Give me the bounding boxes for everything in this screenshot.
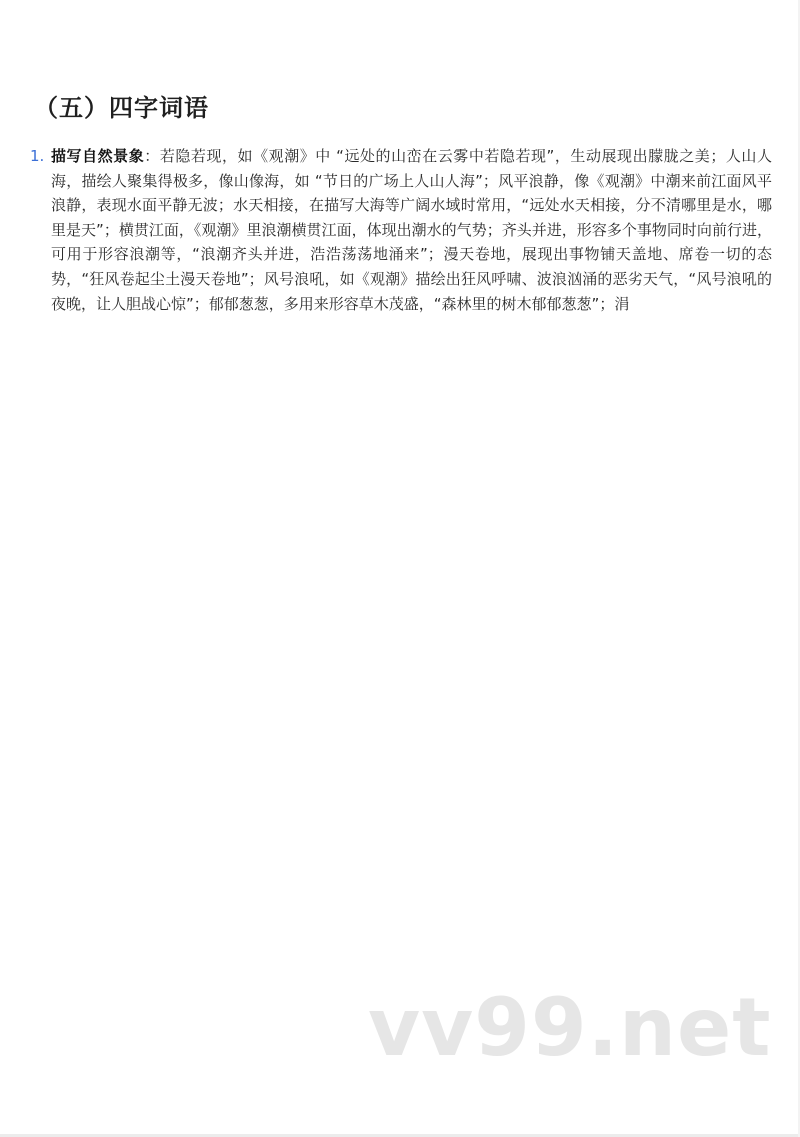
item-number: 1. [30,147,45,165]
watermark: vv99.net [368,981,772,1074]
item-separator: ： [144,147,160,165]
section-heading: （五）四字词语 [34,94,209,122]
word-list [30,144,772,316]
item-title: 描写自然景象 [51,147,145,165]
item-body: 若隐若现，如《观潮》中 “远处的山峦在云雾中若隐若现”，生动展现出朦胧之美；人山人海，描绘人聚集得极多，像山像海，如 “节日的广场上人山人海”；风平浪静，像《观潮》中潮来前江面风平浪静，表现水面平静无波；水天相接，在描写大海等广阔水域时常用，“远处水天相接，分不清哪里是水，哪里是天”；横贯江面，《观潮》里浪潮横贯江面，体现出潮水的气势；齐头并进，形容多个事物同时向前行进，可用于形容浪潮等，“浪潮齐头并进，浩浩荡荡地涌来”；漫天卷地，展现出事物铺天盖地、席卷一切的态势，“狂风卷起尘土漫天卷地”；风号浪吼，如《观潮》描绘出狂风呼啸、波浪汹涌的恶劣天气，“风号浪吼的夜晚，让人胆战心惊”；郁郁葱葱，多用来形容草木茂盛，“森林里的树木郁郁葱葱”；涓 [51,147,772,313]
list-item [30,144,772,316]
